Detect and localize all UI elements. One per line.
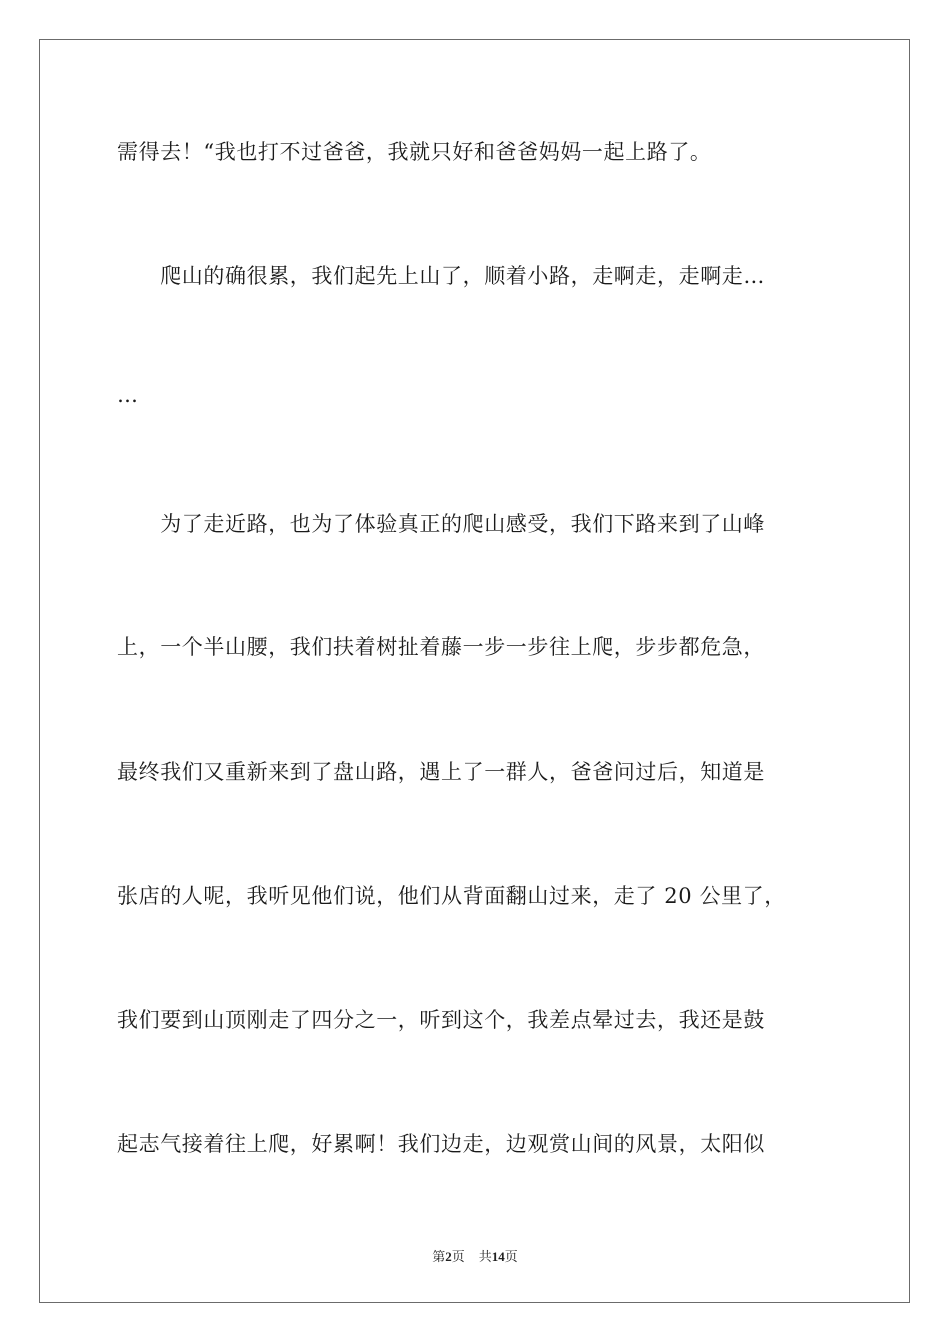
body-line-7: 张店的人呢，我听见他们说，他们从背面翻山过来，走了 20 公里了，: [117, 884, 786, 908]
page-total: 14: [491, 1249, 505, 1264]
body-line-4: 为了走近路，也为了体验真正的爬山感受，我们下路来到了山峰: [117, 512, 765, 536]
page-suffix: 页: [451, 1250, 465, 1265]
total-prefix: 共: [478, 1250, 492, 1265]
page-current: 2: [445, 1249, 452, 1264]
body-line-1: 需得去！“我也打不过爸爸，我就只好和爸爸妈妈一起上路了。: [117, 140, 712, 164]
body-line-5: 上，一个半山腰，我们扶着树扯着藤一步一步往上爬，步步都危急，: [117, 635, 765, 659]
body-line-9: 起志气接着往上爬，好累啊！我们边走，边观赏山间的风景，太阳似: [117, 1132, 765, 1156]
body-line-2: 爬山的确很累，我们起先上山了，顺着小路，走啊走，走啊走…: [117, 264, 765, 288]
total-suffix: 页: [504, 1250, 518, 1265]
body-line-3: …: [117, 383, 139, 407]
page-footer: [0, 1247, 950, 1268]
body-line-8: 我们要到山顶刚走了四分之一，听到这个，我差点晕过去，我还是鼓: [117, 1008, 765, 1032]
body-line-6: 最终我们又重新来到了盘山路，遇上了一群人，爸爸问过后，知道是: [117, 760, 765, 784]
page-border: [39, 39, 910, 1303]
page-prefix: 第: [432, 1250, 446, 1265]
